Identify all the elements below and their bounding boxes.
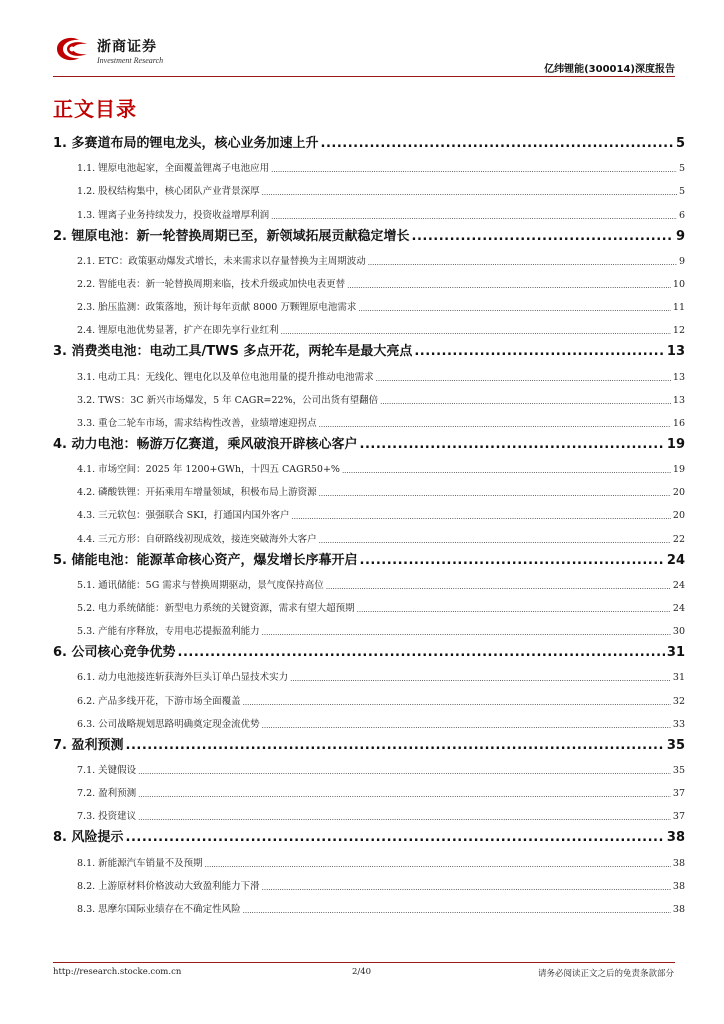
dot-leader	[205, 861, 671, 869]
dot-leader	[360, 437, 665, 452]
toc-subsection[interactable]	[53, 313, 685, 336]
toc-subsection[interactable]	[53, 244, 685, 267]
toc-subsection-page: 32	[672, 695, 685, 707]
dot-leader	[243, 907, 671, 915]
footer-url[interactable]: http://research.stocke.com.cn	[53, 967, 182, 977]
toc-subsection[interactable]	[53, 799, 685, 822]
toc-subsection-page: 37	[672, 811, 685, 823]
toc-subsection-label: 8.3. 思摩尔国际业绩存在不确定性风险	[77, 903, 241, 915]
toc-subsection[interactable]	[53, 359, 685, 382]
toc-subsection[interactable]	[53, 406, 685, 429]
toc-section-label: 8. 风险提示	[53, 830, 124, 846]
toc-subsection-label: 7.2. 盈利预测	[77, 788, 137, 800]
toc-subsection-label: 6.1. 动力电池接连斩获海外巨头订单凸显技术实力	[77, 672, 289, 684]
toc-subsection-label: 5.3. 产能有序释放，专用电芯提振盈利能力	[77, 626, 260, 638]
dot-leader	[342, 467, 671, 475]
dot-leader	[262, 722, 671, 730]
toc-subsection-page: 9	[678, 255, 685, 267]
dot-leader	[360, 553, 665, 568]
page-header	[53, 32, 675, 76]
toc-subsection[interactable]	[53, 174, 685, 197]
toc-subsection[interactable]	[53, 452, 685, 475]
toc-section[interactable]	[53, 336, 685, 359]
toc-section-label: 6. 公司核心竞争优势	[53, 645, 176, 661]
toc-subsection[interactable]	[53, 290, 685, 313]
toc-subsection[interactable]	[53, 267, 685, 290]
toc-subsection-page: 38	[672, 903, 685, 915]
toc-subsection[interactable]	[53, 660, 685, 683]
toc-subsection-page: 37	[672, 788, 685, 800]
dot-leader	[262, 884, 671, 892]
toc-subsection[interactable]	[53, 683, 685, 706]
toc-subsection-label: 4.1. 市场空间：2025 年 1200+GWh，十四五 CAGR50+%	[77, 464, 340, 476]
dot-leader	[376, 375, 671, 383]
toc-subsection[interactable]	[53, 776, 685, 799]
logo-subtext: Investment Research	[97, 56, 164, 65]
toc-section[interactable]	[53, 637, 685, 660]
toc-subsection-page: 20	[672, 487, 685, 499]
toc-subsection-page: 6	[678, 209, 685, 221]
toc-subsection-page: 10	[672, 278, 685, 290]
toc-subsection-label: 4.4. 三元方形：自研路线初现成效，接连突破海外大客户	[77, 533, 317, 545]
toc-subsection-label: 7.1. 关键假设	[77, 764, 137, 776]
toc-section[interactable]	[53, 730, 685, 753]
toc-section[interactable]	[53, 429, 685, 452]
toc-subsection-page: 16	[672, 417, 685, 429]
toc-subsection-page: 31	[672, 672, 685, 684]
toc-subsection-label: 4.2. 磷酸铁锂：开拓乘用车增量领域，积极布局上游资源	[77, 487, 317, 499]
table-of-contents	[53, 128, 685, 915]
dot-leader	[126, 738, 665, 753]
toc-subsection-label: 1.2. 股权结构集中，核心团队产业背景深厚	[77, 186, 260, 198]
toc-subsection-label: 2.4. 锂原电池优势显著，扩产在即先享行业红利	[77, 325, 279, 337]
toc-subsection[interactable]	[53, 753, 685, 776]
toc-section-page: 31	[666, 645, 685, 661]
toc-subsection-page: 24	[672, 579, 685, 591]
dot-leader	[319, 537, 671, 545]
dot-leader	[138, 768, 671, 776]
toc-subsection[interactable]	[53, 591, 685, 614]
report-title: 亿纬锂能(300014)深度报告	[544, 64, 675, 75]
toc-subsection-page: 22	[672, 533, 685, 545]
toc-subsection-label: 5.2. 电力系统储能：新型电力系统的关键资源，需求有望大超预期	[77, 603, 355, 614]
dot-leader	[262, 629, 671, 637]
dot-leader	[243, 699, 671, 707]
dot-leader	[347, 282, 671, 290]
dot-leader	[319, 421, 671, 429]
toc-subsection[interactable]	[53, 197, 685, 220]
toc-subsection-page: 20	[672, 510, 685, 522]
toc-subsection-label: 8.1. 新能源汽车销量不及预期	[77, 857, 203, 869]
toc-section-page: 24	[666, 552, 685, 568]
footer-divider	[53, 962, 675, 963]
dot-leader	[321, 136, 674, 151]
toc-subsection-label: 4.3. 三元软包：强强联合 SKI，打通国内国外客户	[77, 510, 290, 522]
toc-subsection-page: 5	[678, 163, 685, 175]
logo-text: 浙商证券	[97, 39, 157, 55]
toc-section-page: 9	[675, 228, 685, 244]
dot-leader	[138, 791, 671, 799]
toc-section[interactable]	[53, 221, 685, 244]
toc-subsection[interactable]	[53, 869, 685, 892]
toc-subsection[interactable]	[53, 568, 685, 591]
toc-section[interactable]	[53, 128, 685, 151]
toc-subsection-page: 38	[672, 880, 685, 892]
toc-subsection-label: 1.1. 锂原电池起家，全面覆盖锂离子电池应用	[77, 163, 270, 175]
dot-leader	[281, 328, 671, 336]
toc-section-label: 5. 储能电池：能源革命核心资产，爆发增长序幕开启	[53, 552, 358, 568]
toc-subsection-label: 2.3. 胎压监测：政策落地，预计每年贡献 8000 万颗锂原电池需求	[77, 302, 357, 314]
dot-leader	[292, 513, 671, 521]
toc-subsection-page: 12	[672, 325, 685, 337]
dot-leader	[380, 398, 671, 406]
toc-section-label: 7. 盈利预测	[53, 737, 124, 753]
logo-icon	[53, 34, 91, 64]
toc-subsection-page: 13	[672, 371, 685, 383]
toc-subsection[interactable]	[53, 707, 685, 730]
toc-subsection-label: 2.1. ETC：政策驱动爆发式增长，未来需求以存量替换为主周期波动	[77, 255, 366, 267]
toc-subsection-page: 33	[672, 718, 685, 730]
toc-section-page: 38	[666, 830, 685, 846]
toc-subsection-label: 3.1. 电动工具：无线化、锂电化以及单位电池用量的提升推动电池需求	[77, 371, 374, 383]
toc-subsection[interactable]	[53, 498, 685, 521]
toc-subsection-page: 19	[672, 464, 685, 476]
toc-section-page: 19	[666, 436, 685, 452]
toc-subsection[interactable]	[53, 521, 685, 544]
toc-subsection-page: 35	[672, 764, 685, 776]
toc-section-label: 4. 动力电池：畅游万亿赛道，乘风破浪开辟核心客户	[53, 436, 358, 452]
toc-subsection-label: 3.3. 重仓二轮车市场，需求结构性改善，业绩增速迎拐点	[77, 417, 317, 429]
dot-leader	[271, 166, 677, 174]
toc-subsection-label: 5.1. 通讯储能：5G 需求与替换周期驱动，景气度保持高位	[77, 579, 324, 591]
toc-subsection[interactable]	[53, 614, 685, 637]
toc-section-page: 13	[666, 344, 685, 360]
toc-section-label: 2. 锂原电池：新一轮替换周期已至，新领域拓展贡献稳定增长	[53, 228, 410, 244]
dot-leader	[412, 229, 674, 244]
header-divider	[53, 76, 675, 77]
dot-leader	[271, 213, 677, 221]
dot-leader	[368, 259, 677, 267]
toc-section-page: 35	[666, 737, 685, 753]
toc-subsection-label: 6.2. 产品多线开花，下游市场全面覆盖	[77, 695, 241, 707]
toc-subsection-page: 5	[678, 186, 685, 198]
toc-subsection-label: 1.3. 锂离子业务持续发力，投资收益增厚利润	[77, 209, 270, 221]
dot-leader	[326, 583, 671, 591]
dot-leader	[178, 645, 665, 660]
toc-subsection-label: 6.3. 公司战略规划思路明确奠定现金流优势	[77, 718, 260, 730]
toc-subsection-page: 24	[672, 603, 685, 614]
dot-leader	[138, 814, 671, 822]
toc-subsection-page: 11	[672, 302, 685, 314]
toc-subsection[interactable]	[53, 892, 685, 915]
dot-leader	[319, 490, 671, 498]
toc-subsection[interactable]	[53, 151, 685, 174]
page-number: 2/40	[352, 967, 372, 977]
footer-disclaimer: 请务必阅读正文之后的免责条款部分	[537, 969, 674, 979]
toc-section-label: 1. 多赛道布局的锂电龙头，核心业务加速上升	[53, 136, 319, 151]
dot-leader	[262, 189, 677, 197]
dot-leader	[358, 305, 671, 313]
toc-subsection[interactable]	[53, 845, 685, 868]
toc-subsection-page: 30	[672, 626, 685, 638]
toc-section[interactable]	[53, 822, 685, 845]
dot-leader	[414, 344, 665, 359]
toc-subsection[interactable]	[53, 383, 685, 406]
toc-section[interactable]	[53, 545, 685, 568]
toc-subsection-label: 7.3. 投资建议	[77, 811, 137, 823]
dot-leader	[357, 606, 671, 614]
toc-subsection-label: 3.2. TWS：3C 新兴市场爆发，5 年 CAGR=22%，公司出货有望翻倍	[77, 394, 379, 406]
page-title: 正文目录	[53, 97, 137, 121]
toc-subsection-page: 38	[672, 857, 685, 869]
toc-subsection-label: 2.2. 智能电表：新一轮替换周期来临，技术升级或加快电表更替	[77, 278, 346, 290]
dot-leader	[290, 675, 671, 683]
toc-subsection-label: 8.2. 上游原材料价格波动大致盈利能力下滑	[77, 880, 260, 892]
toc-subsection[interactable]	[53, 475, 685, 498]
toc-section-label: 3. 消费类电池：电动工具/TWS 多点开花，两轮车是最大亮点	[53, 344, 413, 360]
dot-leader	[126, 830, 665, 845]
toc-section-page: 5	[675, 136, 685, 151]
toc-subsection-page: 13	[672, 394, 685, 406]
